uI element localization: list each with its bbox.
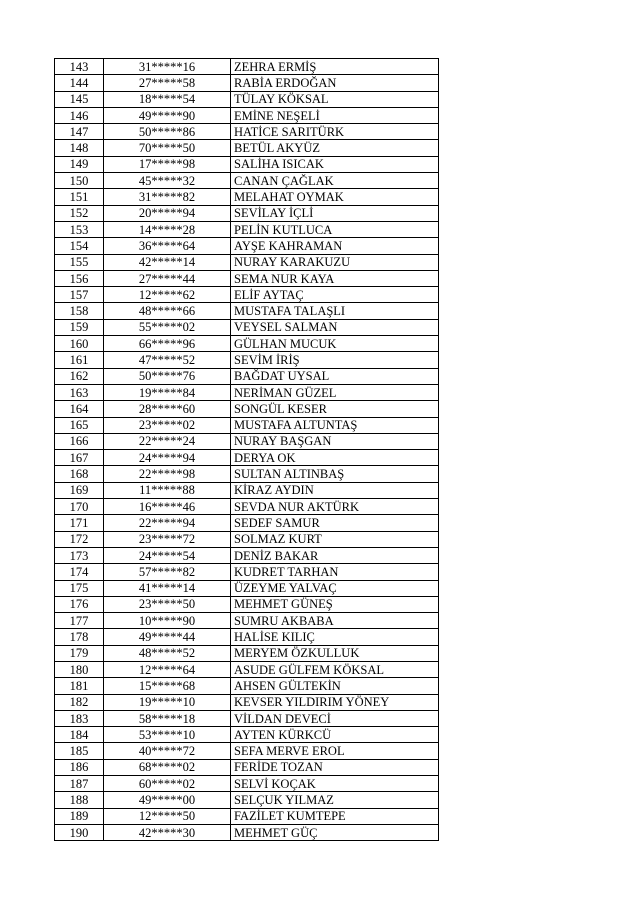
masked-id-cell: 41*****14 — [104, 580, 231, 596]
masked-id-cell: 42*****30 — [104, 824, 231, 840]
row-number-cell: 178 — [55, 629, 104, 645]
full-name-cell: GÜLHAN MUCUK — [231, 336, 439, 352]
row-number-cell: 160 — [55, 336, 104, 352]
row-number-cell: 150 — [55, 173, 104, 189]
full-name-cell: SOLMAZ KURT — [231, 531, 439, 547]
row-number-cell: 173 — [55, 547, 104, 563]
masked-id-cell: 48*****66 — [104, 303, 231, 319]
table-row — [55, 254, 439, 270]
row-number-cell: 162 — [55, 368, 104, 384]
table-row — [55, 645, 439, 661]
table-row — [55, 792, 439, 808]
masked-id-cell: 27*****58 — [104, 75, 231, 91]
row-number-cell: 184 — [55, 727, 104, 743]
table-row — [55, 124, 439, 140]
table-row — [55, 808, 439, 824]
masked-id-cell: 49*****90 — [104, 107, 231, 123]
table-row — [55, 433, 439, 449]
masked-id-cell: 16*****46 — [104, 499, 231, 515]
full-name-cell: VEYSEL SALMAN — [231, 319, 439, 335]
masked-id-cell: 24*****54 — [104, 547, 231, 563]
row-number-cell: 167 — [55, 450, 104, 466]
full-name-cell: MELAHAT OYMAK — [231, 189, 439, 205]
row-number-cell: 174 — [55, 564, 104, 580]
masked-id-cell: 19*****84 — [104, 384, 231, 400]
row-number-cell: 169 — [55, 482, 104, 498]
row-number-cell: 152 — [55, 205, 104, 221]
masked-id-cell: 20*****94 — [104, 205, 231, 221]
row-number-cell: 182 — [55, 694, 104, 710]
table-row — [55, 613, 439, 629]
full-name-cell: SEVDA NUR AKTÜRK — [231, 499, 439, 515]
full-name-cell: SEDEF SAMUR — [231, 515, 439, 531]
table-row — [55, 270, 439, 286]
full-name-cell: SELÇUK YILMAZ — [231, 792, 439, 808]
table-row — [55, 515, 439, 531]
full-name-cell: HALİSE KILIÇ — [231, 629, 439, 645]
masked-id-cell: 27*****44 — [104, 270, 231, 286]
full-name-cell: EMİNE NEŞELİ — [231, 107, 439, 123]
row-number-cell: 153 — [55, 221, 104, 237]
masked-id-cell: 23*****72 — [104, 531, 231, 547]
table-row — [55, 319, 439, 335]
table-row — [55, 710, 439, 726]
full-name-cell: SONGÜL KESER — [231, 401, 439, 417]
table-row — [55, 776, 439, 792]
row-number-cell: 180 — [55, 661, 104, 677]
full-name-cell: FAZİLET KUMTEPE — [231, 808, 439, 824]
table-row — [55, 336, 439, 352]
masked-id-cell: 19*****10 — [104, 694, 231, 710]
full-name-cell: CANAN ÇAĞLAK — [231, 173, 439, 189]
row-number-cell: 147 — [55, 124, 104, 140]
full-name-cell: SEVİM İRİŞ — [231, 352, 439, 368]
full-name-cell: MEHMET GÜÇ — [231, 824, 439, 840]
row-number-cell: 149 — [55, 156, 104, 172]
masked-id-cell: 14*****28 — [104, 221, 231, 237]
full-name-cell: SEMA NUR KAYA — [231, 270, 439, 286]
masked-id-cell: 60*****02 — [104, 776, 231, 792]
masked-id-cell: 53*****10 — [104, 727, 231, 743]
full-name-cell: AYŞE KAHRAMAN — [231, 238, 439, 254]
table-row — [55, 205, 439, 221]
table-row — [55, 221, 439, 237]
masked-id-cell: 49*****00 — [104, 792, 231, 808]
full-name-cell: AYTEN KÜRKCÜ — [231, 727, 439, 743]
masked-id-cell: 22*****98 — [104, 466, 231, 482]
table-row — [55, 75, 439, 91]
row-number-cell: 151 — [55, 189, 104, 205]
masked-id-cell: 45*****32 — [104, 173, 231, 189]
full-name-cell: ELİF AYTAÇ — [231, 287, 439, 303]
masked-id-cell: 24*****94 — [104, 450, 231, 466]
row-number-cell: 186 — [55, 759, 104, 775]
row-number-cell: 158 — [55, 303, 104, 319]
row-number-cell: 190 — [55, 824, 104, 840]
row-number-cell: 189 — [55, 808, 104, 824]
full-name-cell: BETÜL AKYÜZ — [231, 140, 439, 156]
table-row — [55, 596, 439, 612]
table-row — [55, 401, 439, 417]
masked-id-cell: 68*****02 — [104, 759, 231, 775]
table-row — [55, 531, 439, 547]
masked-id-cell: 12*****50 — [104, 808, 231, 824]
full-name-cell: SELVİ KOÇAK — [231, 776, 439, 792]
table-row — [55, 482, 439, 498]
row-number-cell: 179 — [55, 645, 104, 661]
full-name-cell: HATİCE SARITÜRK — [231, 124, 439, 140]
table-row — [55, 156, 439, 172]
row-number-cell: 183 — [55, 710, 104, 726]
full-name-cell: DERYA OK — [231, 450, 439, 466]
masked-id-cell: 50*****86 — [104, 124, 231, 140]
masked-id-cell: 70*****50 — [104, 140, 231, 156]
table-row — [55, 173, 439, 189]
full-name-cell: AHSEN GÜLTEKİN — [231, 678, 439, 694]
full-name-cell: BAĞDAT UYSAL — [231, 368, 439, 384]
table-row — [55, 547, 439, 563]
masked-id-cell: 28*****60 — [104, 401, 231, 417]
masked-id-cell: 15*****68 — [104, 678, 231, 694]
full-name-cell: TÜLAY KÖKSAL — [231, 91, 439, 107]
row-number-cell: 155 — [55, 254, 104, 270]
row-number-cell: 148 — [55, 140, 104, 156]
masked-id-cell: 66*****96 — [104, 336, 231, 352]
row-number-cell: 146 — [55, 107, 104, 123]
masked-id-cell: 12*****62 — [104, 287, 231, 303]
table-row — [55, 564, 439, 580]
row-number-cell: 143 — [55, 59, 104, 75]
table-row — [55, 743, 439, 759]
row-number-cell: 176 — [55, 596, 104, 612]
table-row — [55, 580, 439, 596]
full-name-cell: MEHMET GÜNEŞ — [231, 596, 439, 612]
full-name-cell: NURAY BAŞGAN — [231, 433, 439, 449]
masked-id-cell: 36*****64 — [104, 238, 231, 254]
table-row — [55, 384, 439, 400]
row-number-cell: 181 — [55, 678, 104, 694]
masked-id-cell: 17*****98 — [104, 156, 231, 172]
table-row — [55, 140, 439, 156]
full-name-cell: DENİZ BAKAR — [231, 547, 439, 563]
row-number-cell: 171 — [55, 515, 104, 531]
full-name-cell: SUMRU AKBABA — [231, 613, 439, 629]
table-row — [55, 368, 439, 384]
row-number-cell: 177 — [55, 613, 104, 629]
masked-id-cell: 18*****54 — [104, 91, 231, 107]
full-name-cell: NURAY KARAKUZU — [231, 254, 439, 270]
row-number-cell: 172 — [55, 531, 104, 547]
masked-id-cell: 50*****76 — [104, 368, 231, 384]
masked-id-cell: 47*****52 — [104, 352, 231, 368]
table-row — [55, 287, 439, 303]
table-row — [55, 629, 439, 645]
masked-id-cell: 31*****16 — [104, 59, 231, 75]
full-name-cell: MERYEM ÖZKULLUK — [231, 645, 439, 661]
full-name-cell: VİLDAN DEVECİ — [231, 710, 439, 726]
table-row — [55, 824, 439, 840]
table-row — [55, 678, 439, 694]
table-row — [55, 499, 439, 515]
row-number-cell: 188 — [55, 792, 104, 808]
full-name-cell: NERİMAN GÜZEL — [231, 384, 439, 400]
full-name-cell: ÜZEYME YALVAÇ — [231, 580, 439, 596]
masked-id-cell: 55*****02 — [104, 319, 231, 335]
row-number-cell: 175 — [55, 580, 104, 596]
masked-id-cell: 12*****64 — [104, 661, 231, 677]
table-row — [55, 727, 439, 743]
row-number-cell: 156 — [55, 270, 104, 286]
row-number-cell: 159 — [55, 319, 104, 335]
masked-id-cell: 31*****82 — [104, 189, 231, 205]
full-name-cell: MUSTAFA ALTUNTAŞ — [231, 417, 439, 433]
full-name-cell: RABİA ERDOĞAN — [231, 75, 439, 91]
masked-id-cell: 23*****50 — [104, 596, 231, 612]
masked-id-cell: 48*****52 — [104, 645, 231, 661]
table-row — [55, 91, 439, 107]
row-number-cell: 154 — [55, 238, 104, 254]
row-number-cell: 161 — [55, 352, 104, 368]
full-name-cell: SEVİLAY İÇLİ — [231, 205, 439, 221]
name-list-table — [54, 58, 439, 841]
masked-id-cell: 58*****18 — [104, 710, 231, 726]
full-name-cell: MUSTAFA TALAŞLI — [231, 303, 439, 319]
row-number-cell: 166 — [55, 433, 104, 449]
masked-id-cell: 11*****88 — [104, 482, 231, 498]
row-number-cell: 168 — [55, 466, 104, 482]
table-row — [55, 189, 439, 205]
masked-id-cell: 22*****24 — [104, 433, 231, 449]
table-row — [55, 466, 439, 482]
full-name-cell: SULTAN ALTINBAŞ — [231, 466, 439, 482]
table-row — [55, 303, 439, 319]
table-row — [55, 107, 439, 123]
full-name-cell: SEFA MERVE EROL — [231, 743, 439, 759]
masked-id-cell: 57*****82 — [104, 564, 231, 580]
table-row — [55, 352, 439, 368]
row-number-cell: 170 — [55, 499, 104, 515]
table-row — [55, 59, 439, 75]
row-number-cell: 157 — [55, 287, 104, 303]
row-number-cell: 145 — [55, 91, 104, 107]
table-row — [55, 450, 439, 466]
masked-id-cell: 42*****14 — [104, 254, 231, 270]
table-row — [55, 417, 439, 433]
full-name-cell: KEVSER YILDIRIM YÖNEY — [231, 694, 439, 710]
row-number-cell: 163 — [55, 384, 104, 400]
table-row — [55, 238, 439, 254]
masked-id-cell: 22*****94 — [104, 515, 231, 531]
row-number-cell: 185 — [55, 743, 104, 759]
masked-id-cell: 23*****02 — [104, 417, 231, 433]
full-name-cell: PELİN KUTLUCA — [231, 221, 439, 237]
masked-id-cell: 10*****90 — [104, 613, 231, 629]
full-name-cell: SALİHA ISICAK — [231, 156, 439, 172]
full-name-cell: KUDRET TARHAN — [231, 564, 439, 580]
full-name-cell: KİRAZ AYDIN — [231, 482, 439, 498]
table-row — [55, 694, 439, 710]
masked-id-cell: 49*****44 — [104, 629, 231, 645]
full-name-cell: FERİDE TOZAN — [231, 759, 439, 775]
row-number-cell: 144 — [55, 75, 104, 91]
table-row — [55, 759, 439, 775]
table-body — [55, 59, 439, 841]
row-number-cell: 164 — [55, 401, 104, 417]
row-number-cell: 187 — [55, 776, 104, 792]
table-row — [55, 661, 439, 677]
row-number-cell: 165 — [55, 417, 104, 433]
full-name-cell: ZEHRA ERMİŞ — [231, 59, 439, 75]
masked-id-cell: 40*****72 — [104, 743, 231, 759]
full-name-cell: ASUDE GÜLFEM KÖKSAL — [231, 661, 439, 677]
